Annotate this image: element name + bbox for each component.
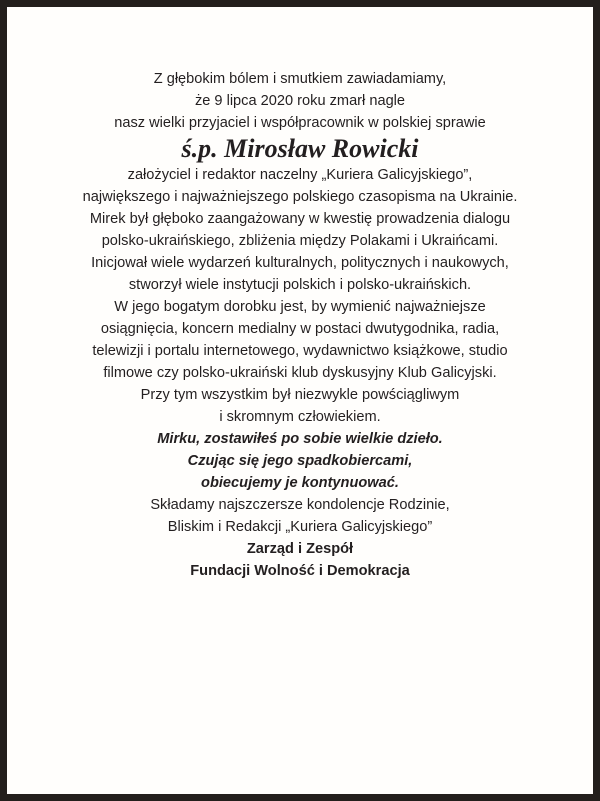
condolences-line: Składamy najszczersze kondolencje Rodzinie, <box>150 497 450 513</box>
signature-line: Fundacji Wolność i Demokracja <box>190 563 410 579</box>
engagement-line: Mirek był głęboko zaangażowany w kwestię prowadzenia dialogu <box>89 211 511 227</box>
deceased-name: ś.p. Mirosław Rowicki <box>181 134 419 163</box>
obituary-content <box>7 68 593 582</box>
role-line: założyciel i redaktor naczelny „Kuriera Galicyjskiego”, <box>127 167 473 183</box>
character-paragraph <box>7 384 593 428</box>
role-paragraph <box>7 164 593 208</box>
engagement-paragraph <box>7 208 593 296</box>
condolences-paragraph <box>7 494 593 538</box>
announcement-line: nasz wielki przyjaciel i współpracownik w polskiej sprawie <box>114 115 486 131</box>
engagement-line: Inicjował wiele wydarzeń kulturalnych, politycznych i naukowych, <box>91 255 509 271</box>
achievements-line: telewizji i portalu internetowego, wydawnictwo książkowe, studio <box>92 343 508 359</box>
tribute-line: Mirku, zostawiłeś po sobie wielkie dzieło. <box>157 431 443 447</box>
engagement-line: polsko-ukraińskiego, zbliżenia między Polakami i Ukraińcami. <box>101 233 499 249</box>
tribute-line: Czując się jego spadkobiercami, <box>187 453 413 469</box>
achievements-line: filmowe czy polsko-ukraiński klub dyskusyjny Klub Galicyjski. <box>103 365 497 381</box>
tribute-line: obiecujemy je kontynuować. <box>201 475 399 491</box>
achievements-line: osiągnięcia, koncern medialny w postaci dwutygodnika, radia, <box>100 321 500 337</box>
tribute-paragraph <box>7 428 593 494</box>
achievements-paragraph <box>7 296 593 384</box>
announcement-line: że 9 lipca 2020 roku zmarł nagle <box>194 93 406 109</box>
engagement-line: stworzył wiele instytucji polskich i polsko-ukraińskich. <box>128 277 472 293</box>
condolences-line: Bliskim i Redakcji „Kuriera Galicyjskiego” <box>167 519 433 535</box>
announcement-line: Z głębokim bólem i smutkiem zawiadamiamy, <box>153 71 447 87</box>
character-line: Przy tym wszystkim był niezwykle powściągliwym <box>140 387 460 403</box>
signature-line: Zarząd i Zespół <box>246 541 354 557</box>
achievements-line: W jego bogatym dorobku jest, by wymienić najważniejsze <box>114 299 486 315</box>
announcement-paragraph <box>7 68 593 134</box>
role-line: największego i najważniejszego polskiego czasopisma na Ukrainie. <box>82 189 518 205</box>
signature-block <box>7 538 593 582</box>
character-line: i skromnym człowiekiem. <box>219 409 381 425</box>
